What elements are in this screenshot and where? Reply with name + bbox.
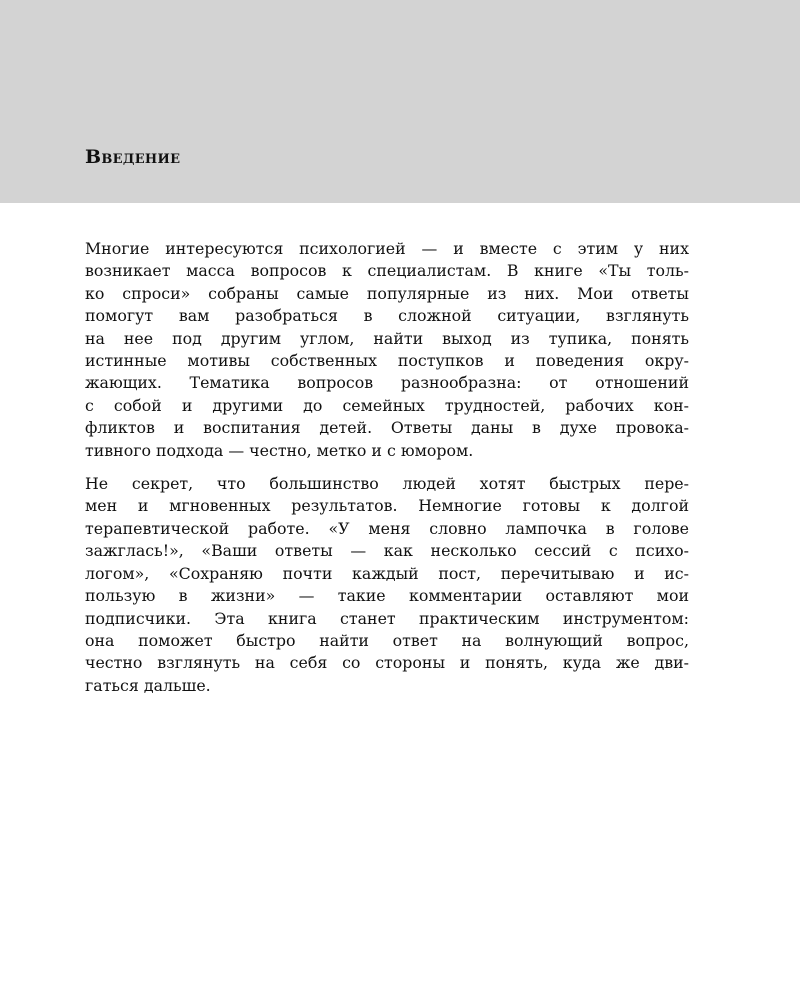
text-line: жающих. Тематика вопросов разнообразна: от отношений — [85, 373, 689, 393]
text-line: Не секрет, что большинство людей хотят быстрых пере- — [85, 474, 689, 494]
text-line: фликтов и воспитания детей. Ответы даны в духе провока- — [85, 418, 689, 438]
text-line: гаться дальше. — [85, 675, 211, 695]
text-line: Многие интересуются психологией — и вместе с этим у них — [85, 239, 689, 258]
text-line: помогут вам разобраться в сложной ситуации, взглянуть — [85, 306, 689, 326]
text-line: на нее под другим углом, найти выход из тупика, понять — [85, 328, 689, 348]
text-line: она поможет быстро найти ответ на волнующий вопрос, — [85, 630, 689, 650]
text-line: пользую в жизни» — такие комментарии оставляют мои — [85, 586, 689, 606]
text-line: с собой и другими до семейных трудностей, рабочих кон- — [85, 395, 689, 415]
text-line: ко спроси» собраны самые популярные из них. Мои ответы — [85, 283, 689, 303]
text-line: мен и мгновенных результатов. Немногие готовы к долгой — [85, 496, 689, 516]
text-line: подписчики. Эта книга станет практическим инструментом: — [85, 608, 689, 628]
text-line: тивного подхода — честно, метко и с юмором. — [85, 440, 474, 460]
paragraph-1 — [85, 238, 689, 462]
text-line: зажглась!», «Ваши ответы — как несколько сессий с психо- — [85, 541, 689, 561]
chapter-title: Введение — [85, 146, 181, 168]
text-line: истинные мотивы собственных поступков и поведения окру- — [85, 351, 689, 371]
text-line: логом», «Сохраняю почти каждый пост, перечитываю и ис- — [85, 563, 689, 583]
paragraph-2 — [85, 473, 689, 697]
text-line: честно взглянуть на себя со стороны и понять, куда же дви- — [85, 653, 689, 673]
body-text — [85, 238, 689, 708]
text-line: терапевтической работе. «У меня словно лампочка в голове — [85, 518, 689, 538]
text-line: возникает масса вопросов к специалистам. В книге «Ты толь- — [85, 261, 689, 281]
chapter-header-band — [0, 0, 800, 203]
